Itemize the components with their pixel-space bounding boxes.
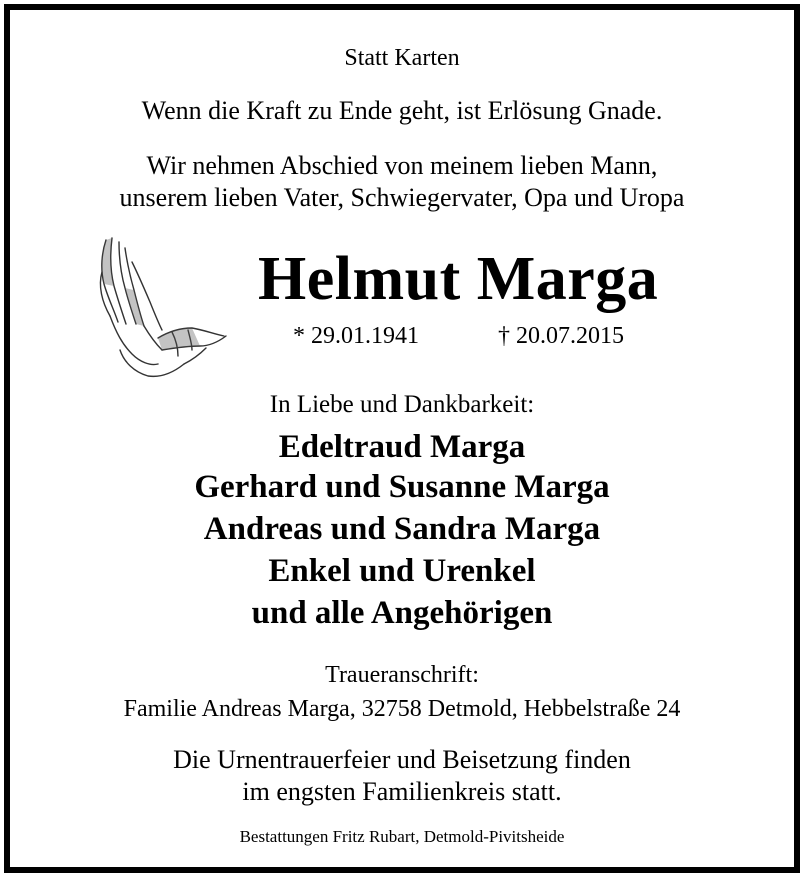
quote-text: Wenn die Kraft zu Ende geht, ist Erlösung Gnade. <box>141 96 663 125</box>
address-label: Traueranschrift: <box>325 662 479 688</box>
death-date: † 20.07.2015 <box>498 323 624 349</box>
notice-border <box>4 4 800 873</box>
farewell-line-1: Wir nehmen Abschied von meinem lieben Mann, <box>146 151 658 180</box>
notice-content <box>10 10 794 867</box>
mourner-name: Enkel und Urenkel <box>268 553 536 589</box>
mourner-name: Gerhard und Susanne Marga <box>194 469 610 505</box>
header-text: Statt Karten <box>344 45 460 71</box>
ceremony-line-1: Die Urnentrauerfeier und Beisetzung finden <box>173 745 631 774</box>
mourner-name: und alle Angehörigen <box>251 595 553 631</box>
address-text: Familie Andreas Marga, 32758 Detmold, Hebbelstraße 24 <box>123 696 681 722</box>
mourner-name: Andreas und Sandra Marga <box>203 511 601 547</box>
birth-date: * 29.01.1941 <box>293 323 419 349</box>
deceased-name: Helmut Marga <box>258 245 659 313</box>
ceremony-line-2: im engsten Familienkreis statt. <box>242 777 562 806</box>
farewell-line-2: unserem lieben Vater, Schwiegervater, Opa und Uropa <box>119 183 685 212</box>
mourner-name: Edeltraud Marga <box>278 429 526 465</box>
praying-hands-icon <box>92 232 232 382</box>
gratitude-text: In Liebe und Dankbarkeit: <box>269 391 535 418</box>
undertaker-text: Bestattungen Fritz Rubart, Detmold-Pivitsheide <box>239 827 565 846</box>
